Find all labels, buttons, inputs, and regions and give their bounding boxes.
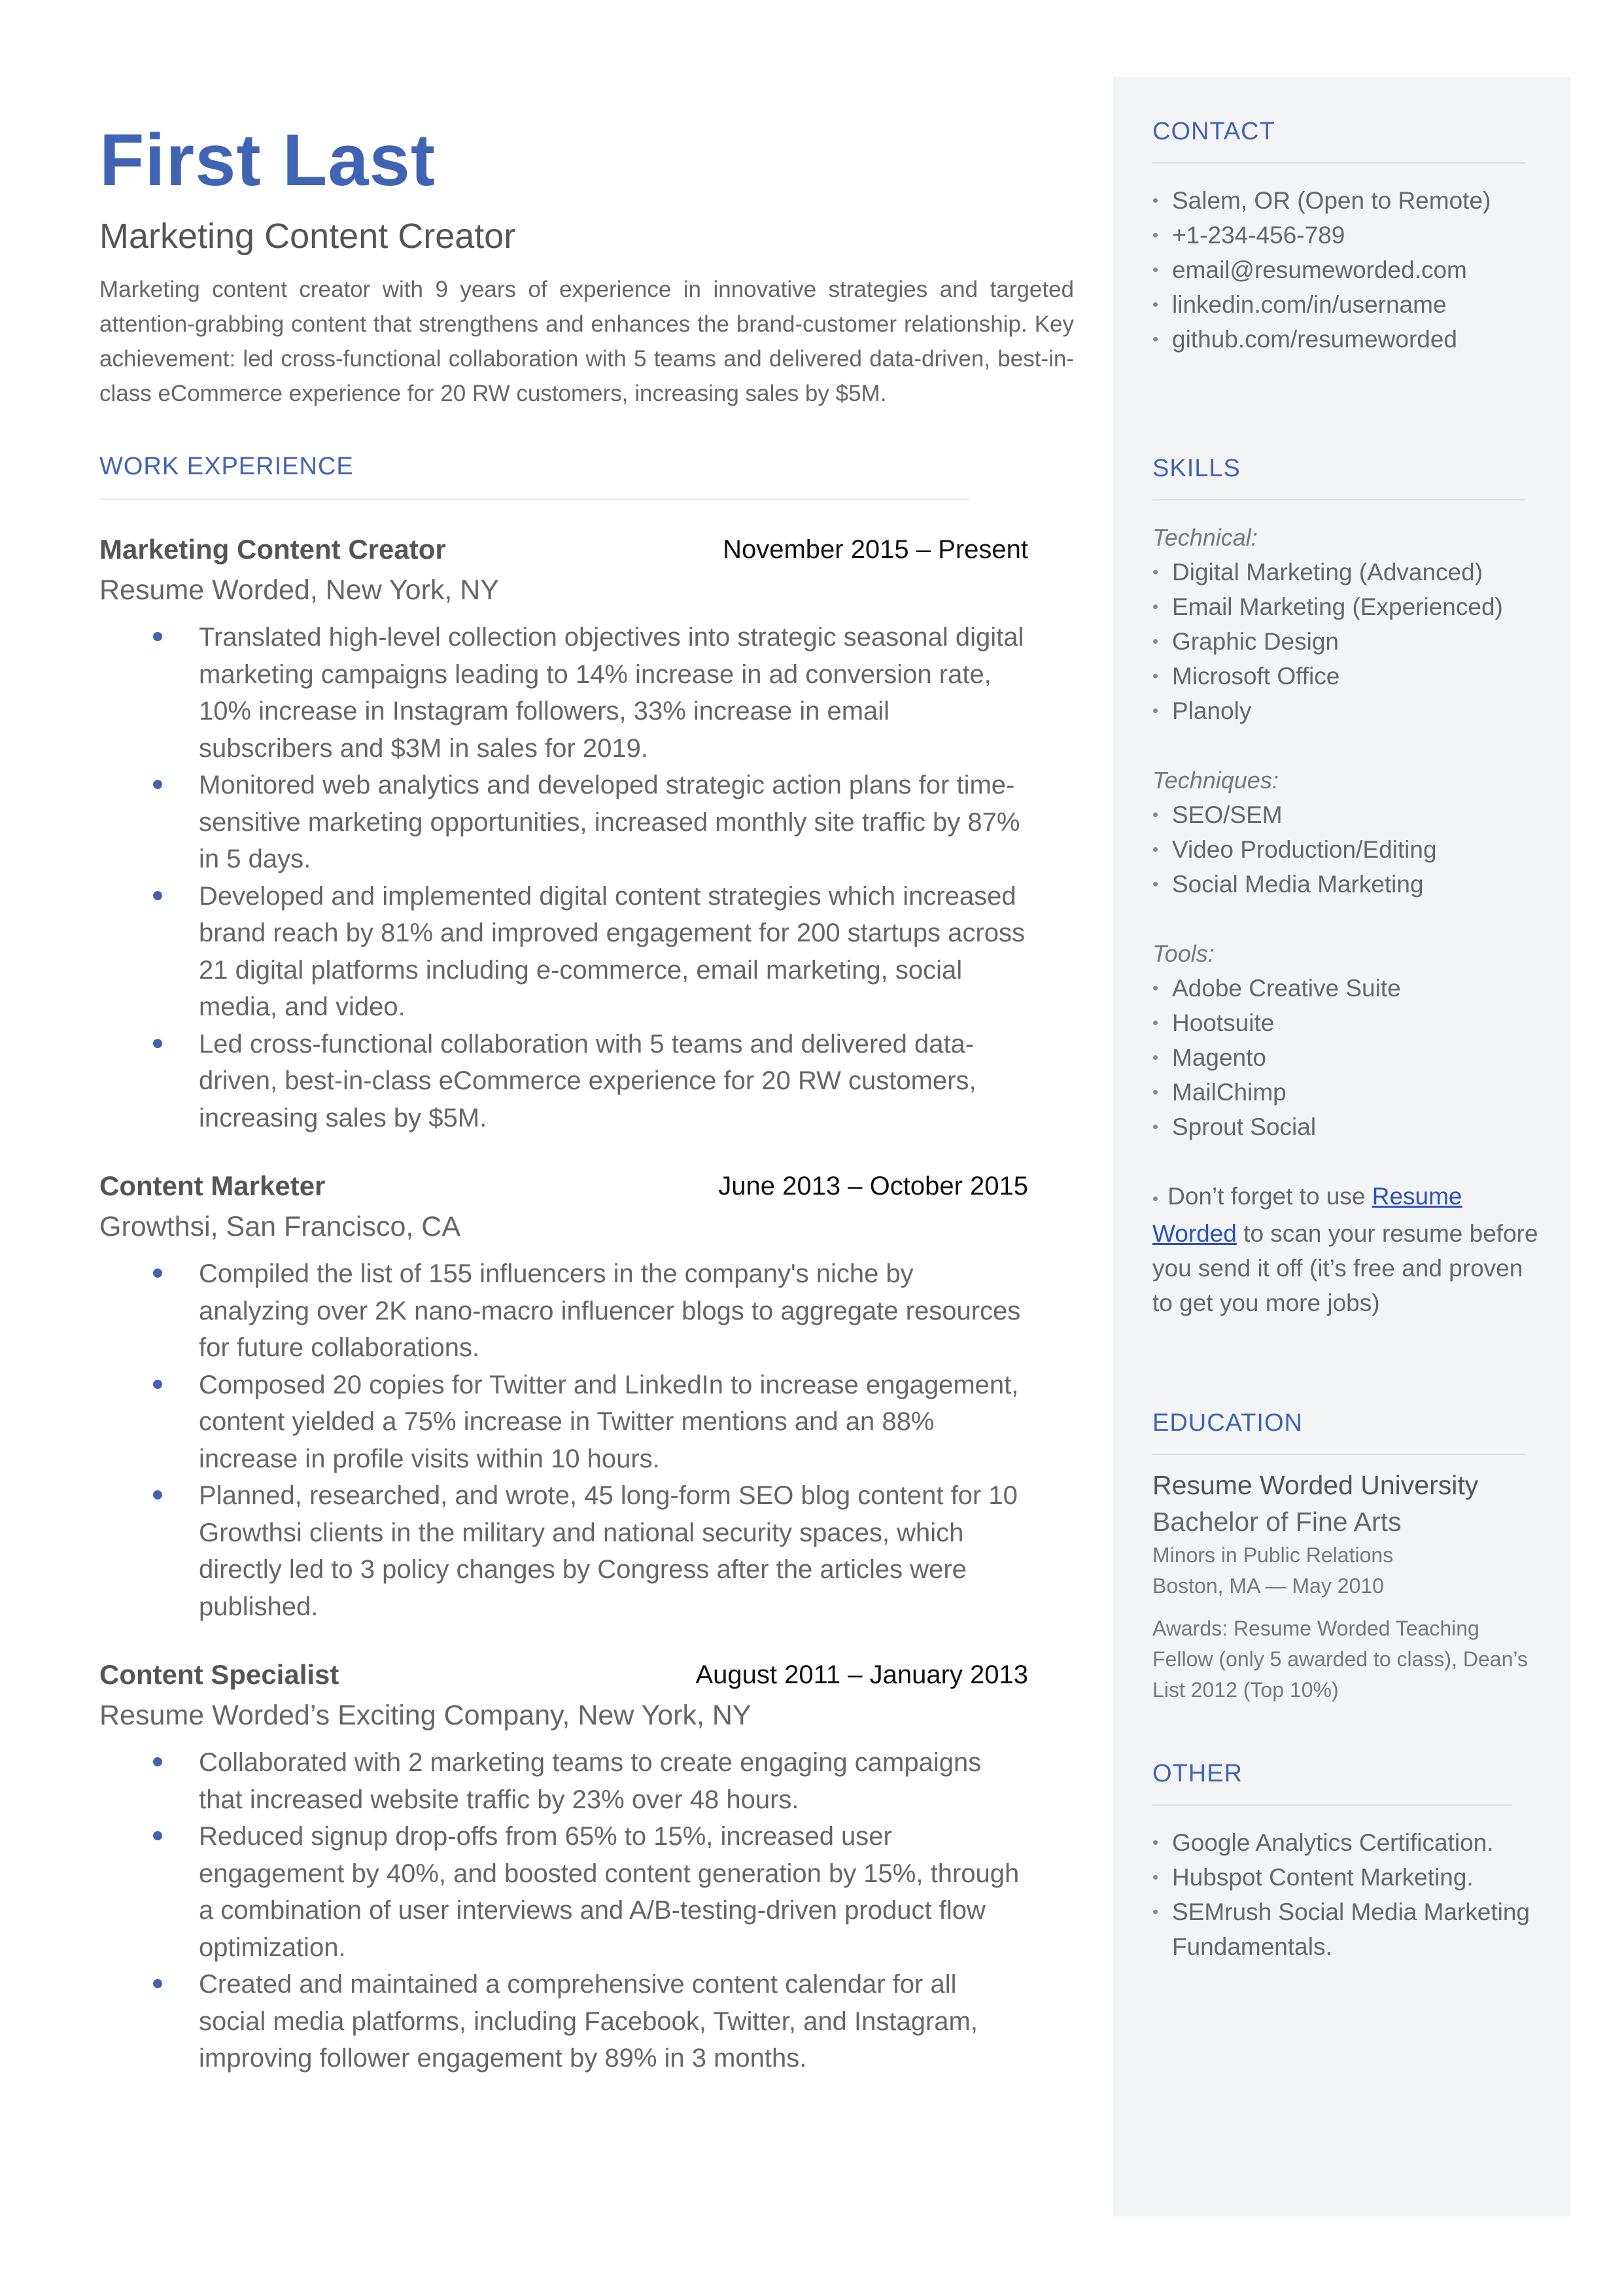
other-heading: OTHER <box>1152 1760 1243 1787</box>
skills-techniques-list <box>1152 797 1545 902</box>
skill-item: • Planoly <box>1152 693 1545 728</box>
bullet-dot-icon <box>153 1757 162 1766</box>
section-divider <box>1152 162 1525 164</box>
skills-section <box>1152 452 1545 1320</box>
section-divider <box>1152 499 1525 500</box>
other-list <box>1152 1825 1545 1964</box>
education-heading: EDUCATION <box>1152 1409 1303 1437</box>
bullet-dot-icon <box>153 780 162 789</box>
main-column <box>99 116 1074 2077</box>
bullet-text: Developed and implemented digital content strategies which increased brand reach by 81% and improved engagement for 200 startups across 21 digital platforms including e-commerce, email marketing, social media, and video. <box>199 881 1025 1021</box>
job-bullets <box>99 619 1074 1136</box>
bullet-item <box>99 619 1074 767</box>
bullet-item <box>99 767 1074 878</box>
contact-linkedin[interactable]: • linkedin.com/in/username <box>1152 287 1545 322</box>
bullet-item <box>99 1744 1074 1818</box>
section-divider <box>1152 1454 1525 1455</box>
contact-phone[interactable]: • +1-234-456-789 <box>1152 218 1545 253</box>
bullet-dot-icon <box>153 632 162 641</box>
skills-tools-list <box>1152 971 1545 1144</box>
education-section <box>1152 1407 1545 1706</box>
bullet-item <box>99 1818 1074 1966</box>
job-role: Content Specialist <box>99 1659 339 1690</box>
job-company: Growthsi, San Francisco, CA <box>99 1211 461 1242</box>
bullet-item <box>99 1367 1074 1478</box>
job-header <box>99 1168 1074 1204</box>
contact-location: • Salem, OR (Open to Remote) <box>1152 183 1545 218</box>
contact-heading: CONTACT <box>1152 118 1275 145</box>
skills-techniques-label: Techniques: <box>1152 767 1279 794</box>
bullet-text: Reduced signup drop-offs from 65% to 15%, increased user engagement by 40%, and boosted content generation by 15%, through a combination of user interviews and A/B-testing-driven product flow optimization. <box>199 1822 1020 1962</box>
contact-section <box>1152 115 1545 357</box>
skill-item: • Digital Marketing (Advanced) <box>1152 555 1545 589</box>
other-section <box>1152 1757 1545 1964</box>
summary: Marketing content creator with 9 years of experience in innovative strategies and targeted attention-grabbing content that strengthens and enhances the brand-customer relationship. Key achievement: led cross-functional collaboration with 5 teams and delivered data-driven, best-in-class eCommerce experience for 20 RW customers, increasing sales by $5M. <box>99 277 1074 406</box>
bullet-text: Created and maintained a comprehensive content calendar for all social media platforms, including Facebook, Twitter, and Instagram, improving follower engagement by 89% in 3 months. <box>199 1970 978 2073</box>
work-experience-heading: WORK EXPERIENCE <box>99 453 354 480</box>
skill-item: • Magento <box>1152 1040 1545 1075</box>
contact-github[interactable]: • github.com/resumeworded <box>1152 322 1545 357</box>
job-entry <box>99 531 1074 1136</box>
skill-item: • Graphic Design <box>1152 624 1545 659</box>
skill-item: • Adobe Creative Suite <box>1152 971 1545 1006</box>
job-entry <box>99 1168 1074 1625</box>
job-header <box>99 1656 1074 1693</box>
candidate-name: First Last <box>99 119 436 201</box>
education-minors: Minors in Public Relations <box>1152 1543 1394 1567</box>
bullet-text: Translated high-level collection objectives into strategic seasonal digital marketing campaigns leading to 14% increase in ad conversion rate, 10% increase in Instagram followers, 33% increase in email subscribers and $3M in sales for 2019. <box>199 623 1024 763</box>
bullet-item <box>99 1255 1074 1367</box>
contact-email[interactable]: • email@resumeworded.com <box>1152 253 1545 287</box>
bullet-glyph: • <box>1152 1189 1159 1208</box>
bullet-item <box>99 1477 1074 1625</box>
note-prefix: Don’t forget to use <box>1167 1183 1372 1210</box>
contact-list <box>1152 183 1545 357</box>
job-entry <box>99 1656 1074 2077</box>
skill-item: • SEO/SEM <box>1152 797 1545 832</box>
candidate-title: Marketing Content Creator <box>99 217 516 256</box>
job-role: Content Marketer <box>99 1170 326 1201</box>
skills-tools-label: Tools: <box>1152 940 1215 967</box>
resume-worded-note <box>1152 1179 1545 1320</box>
certification-item: • Hubspot Content Marketing. <box>1152 1860 1545 1895</box>
skill-item: • MailChimp <box>1152 1075 1545 1110</box>
skills-technical-list <box>1152 555 1545 728</box>
sidebar <box>1113 77 1571 2216</box>
skill-item: • Microsoft Office <box>1152 659 1545 693</box>
skills-technical-label: Technical: <box>1152 524 1258 551</box>
certification-item: • Google Analytics Certification. <box>1152 1825 1545 1860</box>
bullet-text: Composed 20 copies for Twitter and LinkedIn to increase engagement, content yielded a 75% increase in Twitter mentions and an 88% increase in profile visits within 10 hours. <box>199 1370 1019 1473</box>
job-dates: November 2015 – Present <box>723 535 1028 564</box>
section-divider <box>99 499 969 500</box>
job-bullets <box>99 1744 1074 2077</box>
bullet-text: Compiled the list of 155 influencers in the company's niche by analyzing over 2K nano-macro influencer blogs to aggregate resources for future collaborations. <box>199 1259 1021 1362</box>
education-location-date: Boston, MA — May 2010 <box>1152 1574 1384 1598</box>
skill-item: • Video Production/Editing <box>1152 832 1545 867</box>
certification-item: • SEMrush Social Media Marketing Fundamentals. <box>1152 1895 1545 1964</box>
job-dates: June 2013 – October 2015 <box>718 1172 1028 1200</box>
bullet-text: Led cross-functional collaboration with 5 teams and delivered data-driven, best-in-class eCommerce experience for 20 RW customers, increasing sales by $5M. <box>199 1029 976 1132</box>
bullet-dot-icon <box>153 1380 162 1389</box>
bullet-dot-icon <box>153 1039 162 1048</box>
skill-item: • Sprout Social <box>1152 1110 1545 1144</box>
bullet-dot-icon <box>153 891 162 900</box>
skill-item: • Social Media Marketing <box>1152 867 1545 902</box>
job-company: Resume Worded, New York, NY <box>99 574 500 606</box>
bullet-dot-icon <box>153 1269 162 1278</box>
education-school: Resume Worded University <box>1152 1470 1479 1500</box>
bullet-item <box>99 878 1074 1026</box>
resume-worded-link[interactable]: Resume Worded <box>1152 1183 1462 1247</box>
bullet-item <box>99 1026 1074 1137</box>
job-dates: August 2011 – January 2013 <box>695 1660 1028 1689</box>
bullet-dot-icon <box>153 1490 162 1499</box>
note-suffix: to scan your resume before you send it off (it’s free and proven to get you more jobs) <box>1152 1220 1538 1316</box>
bullet-dot-icon <box>153 1831 162 1840</box>
bullet-dot-icon <box>153 1979 162 1988</box>
bullet-text: Collaborated with 2 marketing teams to create engaging campaigns that increased website traffic by 23% over 48 hours. <box>199 1748 982 1814</box>
job-header <box>99 531 1074 568</box>
job-company: Resume Worded’s Exciting Company, New York, NY <box>99 1700 752 1731</box>
skill-item: • Email Marketing (Experienced) <box>1152 589 1545 624</box>
job-role: Marketing Content Creator <box>99 534 446 565</box>
bullet-text: Planned, researched, and wrote, 45 long-form SEO blog content for 10 Growthsi clients in the military and national security spaces, which directly led to 3 policy changes by Congress after the articles were published. <box>199 1481 1018 1621</box>
bullet-item <box>99 1966 1074 2077</box>
education-degree: Bachelor of Fine Arts <box>1152 1507 1402 1537</box>
skills-heading: SKILLS <box>1152 455 1241 482</box>
bullet-text: Monitored web analytics and developed strategic action plans for time-sensitive marketing opportunities, increased monthly site traffic by 87% in 5 days. <box>199 771 1020 873</box>
section-divider <box>1152 1804 1512 1806</box>
job-bullets <box>99 1255 1074 1625</box>
education-awards: Awards: Resume Worded Teaching Fellow (only 5 awarded to class), Dean’s List 2012 (Top 10%) <box>1152 1617 1528 1702</box>
skill-item: • Hootsuite <box>1152 1006 1545 1040</box>
